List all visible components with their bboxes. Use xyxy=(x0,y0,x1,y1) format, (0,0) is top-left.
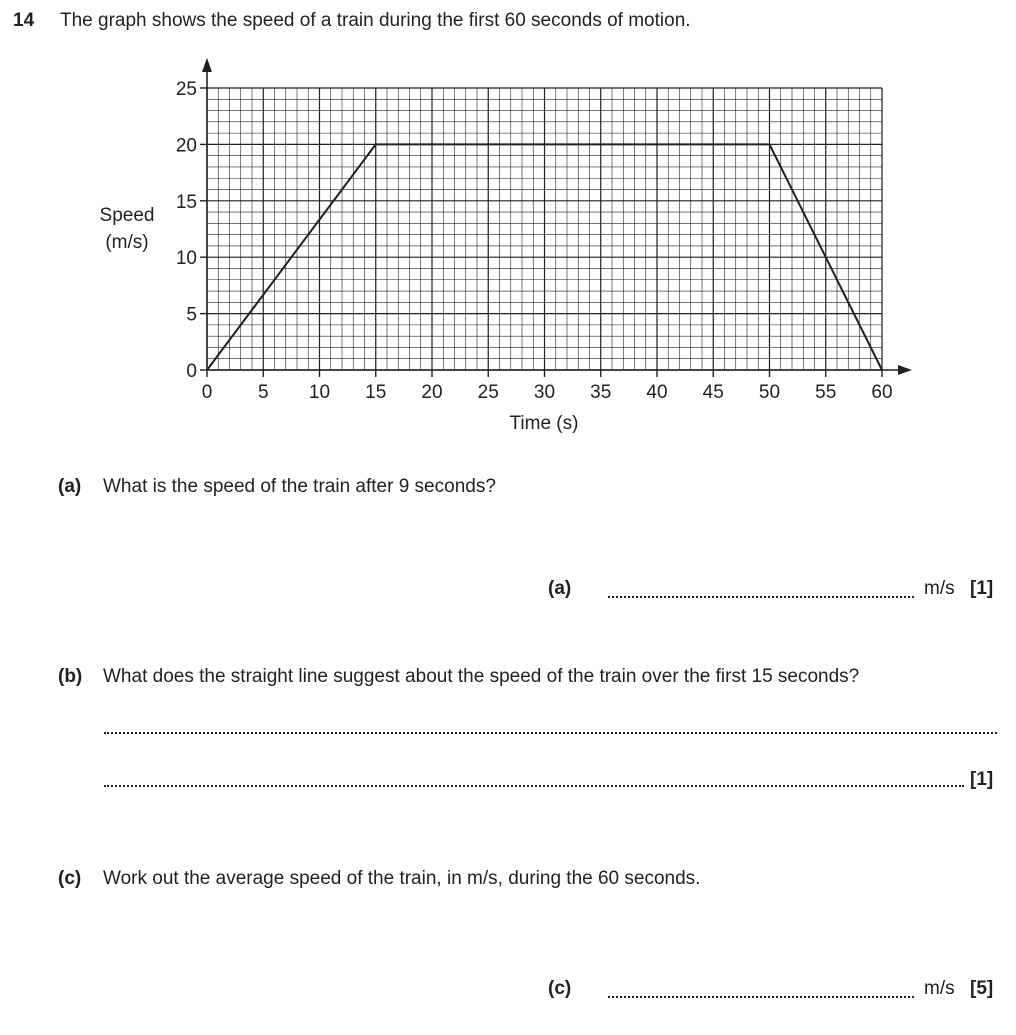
x-tick-label: 0 xyxy=(201,382,213,403)
question-number: 14 xyxy=(13,10,35,31)
x-tick-label: 5 xyxy=(257,382,269,403)
x-tick-label: 35 xyxy=(590,382,612,403)
x-tick-label: 60 xyxy=(871,382,893,403)
part-c-question: Work out the average speed of the train, in m/s, during the 60 seconds. xyxy=(103,868,701,889)
part-b-answer-line-1[interactable] xyxy=(104,732,997,734)
y-tick-label: 5 xyxy=(186,304,197,326)
part-b-question: What does the straight line suggest about the speed of the train over the first 15 seconds? xyxy=(103,666,860,687)
y-tick-label: 0 xyxy=(186,361,197,382)
x-axis-arrow-icon xyxy=(898,365,912,375)
y-axis-label-line1: Speed xyxy=(99,205,155,226)
x-tick-label: 10 xyxy=(308,382,331,403)
y-tick-label: 10 xyxy=(175,248,197,270)
part-c-answer-label: (c) xyxy=(548,978,572,999)
part-c-answer-line[interactable] xyxy=(608,996,914,998)
y-tick-label: 15 xyxy=(175,191,197,213)
part-a-answer-label: (a) xyxy=(548,578,572,599)
part-a-label: (a) xyxy=(58,476,82,497)
part-c-unit: m/s xyxy=(924,978,955,999)
y-axis-arrow-icon xyxy=(202,58,212,72)
x-tick-label: 50 xyxy=(758,382,781,403)
y-axis-label-line2: (m/s) xyxy=(105,232,149,253)
part-b-answer-line-2[interactable] xyxy=(104,785,964,787)
part-a-marks: [1] xyxy=(970,578,994,599)
part-a-answer-line[interactable] xyxy=(608,596,914,598)
speed-time-graph xyxy=(0,0,1016,450)
part-c-marks: [5] xyxy=(970,978,994,999)
part-b-label: (b) xyxy=(58,666,83,687)
y-tick-label: 25 xyxy=(175,79,197,100)
part-c-label: (c) xyxy=(58,868,82,889)
question-stem: The graph shows the speed of a train during the first 60 seconds of motion. xyxy=(60,10,691,31)
x-tick-label: 30 xyxy=(533,382,556,403)
x-tick-label: 20 xyxy=(421,382,443,403)
x-tick-label: 45 xyxy=(702,382,724,403)
part-a-question: What is the speed of the train after 9 seconds? xyxy=(103,476,496,497)
chart-svg xyxy=(0,0,1016,450)
x-tick-label: 40 xyxy=(646,382,668,403)
x-tick-label: 25 xyxy=(477,382,499,403)
x-tick-label: 15 xyxy=(365,382,387,403)
part-a-unit: m/s xyxy=(924,578,955,599)
x-axis-label: Time (s) xyxy=(509,413,579,434)
part-b-marks: [1] xyxy=(970,769,994,790)
y-tick-label: 20 xyxy=(175,135,197,157)
x-tick-label: 55 xyxy=(815,382,837,403)
